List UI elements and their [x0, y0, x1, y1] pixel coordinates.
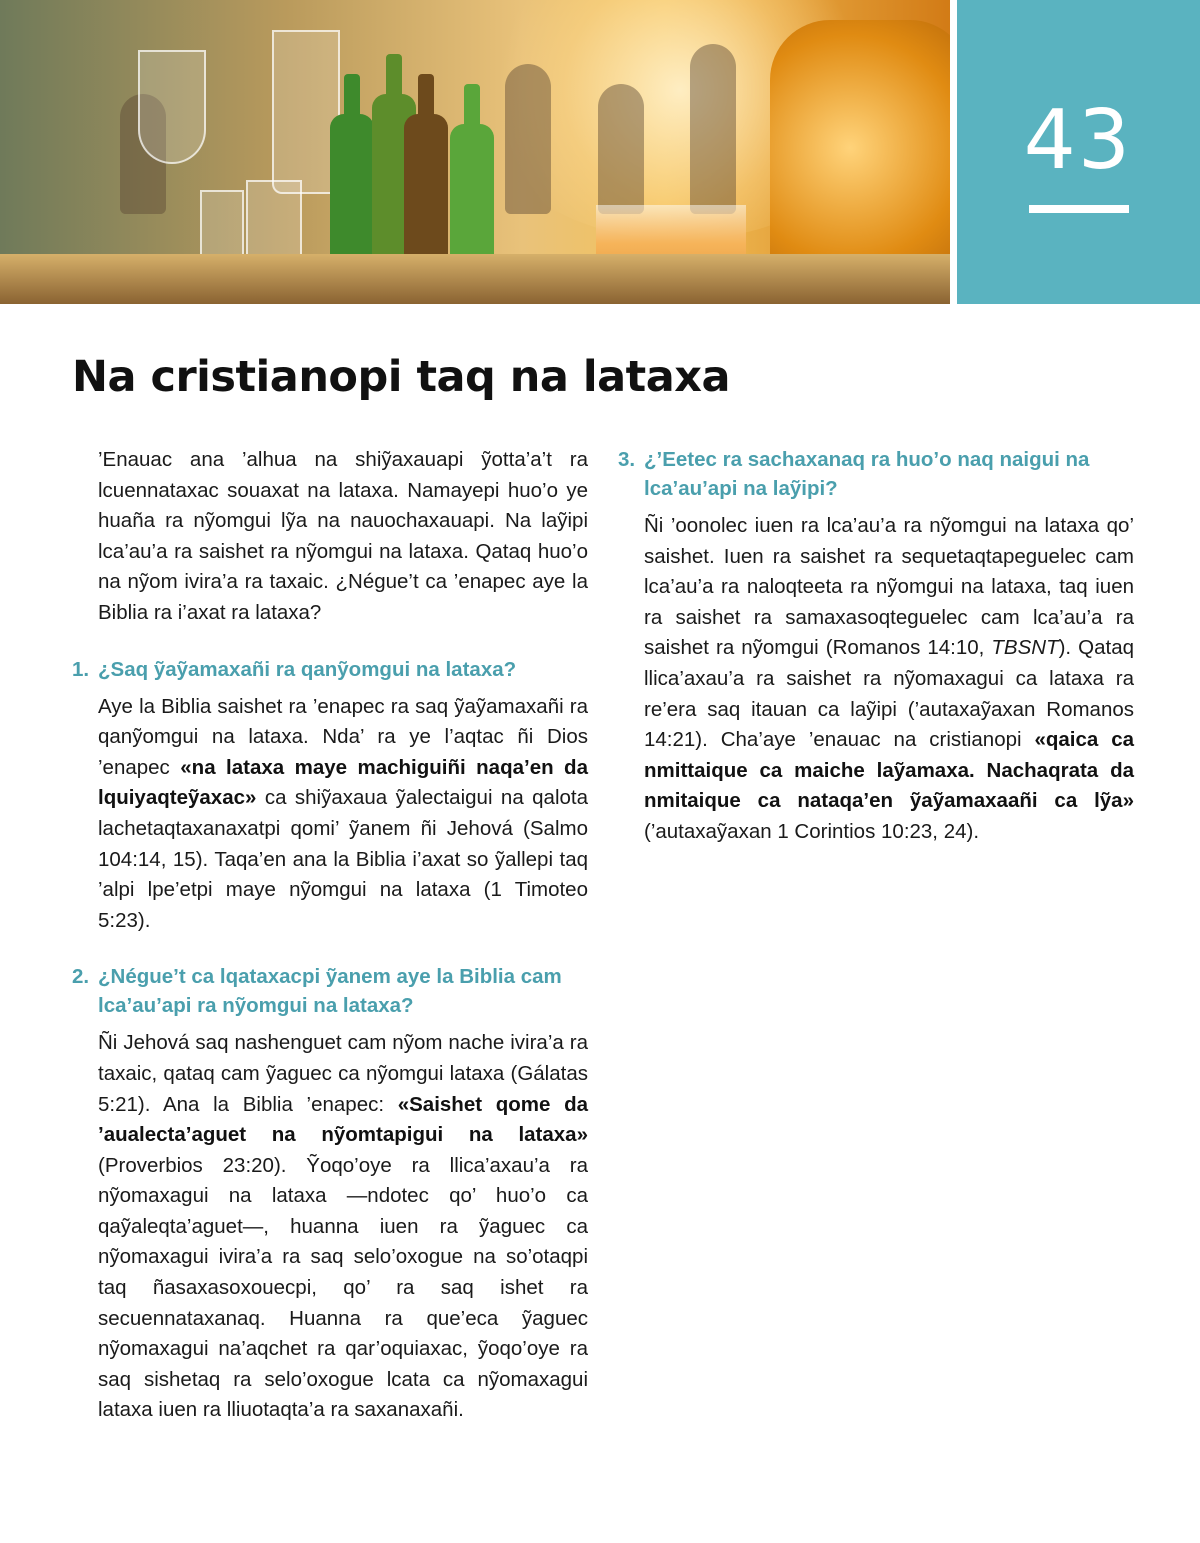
chapter-badge — [957, 0, 1200, 304]
question-heading — [72, 962, 588, 1020]
bold-quote: «Saishet qome da ’aualecta’aguet na nỹomtapigui na lataxa» — [98, 1092, 588, 1147]
text-run: Aye la Biblia saishet ra ’enapec ra saq ỹaỹamaxañi ra qanỹomgui na lataxa. Nda’ ra ye l’aqtac ñi Dios ’enapec — [98, 694, 588, 779]
text-run: Ñi Jehová saq nashenguet cam nỹom nache ivira’a ra taxaic, qataq cam ỹaguec ca nỹomgui lataxa (Gálatas 5:21). Ana la Biblia ’enapec: — [98, 1031, 588, 1116]
question-heading — [618, 445, 1134, 503]
table — [0, 254, 950, 304]
bold-quote: «qaica ca nmittaique ca maiche laỹamaxa. Nachaqrata da nmitaique ca nataqa’en ỹaỹamaxaañi ca lỹa» — [644, 728, 1134, 813]
bottle-green — [450, 124, 494, 264]
section-1 — [72, 655, 588, 937]
question-number: 3. — [618, 448, 636, 471]
text-run: ). Qataq llica’axau’a ra saishet ra nỹomaxagui ca lataxa ra re’era saq itauan ca laỹipi (’autaxaỹaxan Romanos 14:21). Cha’aye ’enauac na cristianopi — [644, 636, 1135, 752]
question-text: ¿’Eetec ra sachaxanaq ra huo’o naq naigui na lca’au’api na laỹipi? — [644, 448, 1090, 500]
bold-quote: «na lataxa maye machiguiñi naqa’en da lquiyaqteỹaxac» — [98, 755, 588, 810]
answer-paragraph — [98, 1028, 588, 1426]
question-text: ¿Saq ỹaỹamaxañi ra qanỹomgui na lataxa? — [98, 657, 517, 681]
background-person — [505, 64, 551, 214]
text-run: Ñi ’oonolec iuen ra lca’au’a ra nỹomgui na lataxa qo’ saishet. Iuen ra saishet ra sequetaqtapeguelec cam lca’au’a ra naloqteeta ra nỹomgui na lataxa, taq iuen ra saishet ra samaxasoqteguelec cam lca’au’a ra saishet ra nỹomgui (Romanos 14:10, — [644, 514, 1134, 660]
answer-paragraph — [644, 511, 1134, 848]
background-person — [598, 84, 644, 214]
chapter-number: 43 — [1023, 93, 1132, 188]
bottle-brown — [404, 114, 448, 264]
text-run: (Proverbios 23:20). Ỹoqo’oye ra llica’axau’a ra nỹomaxagui na lataxa —ndotec qo’ huo’o ca qaỹaleqta’aguet—, huanna iuen ra ỹaguec ca nỹomaxagui ivira’a ra saq selo’oxogue na so’otaqpi taq ñasaxasoxouecpi, qo’ ra saq ishet ra secuennataxanaq. Huanna ra que’eca ỹaguec nỹomaxagui na’aqchet ra qar’oquiaxac, ỹoqo’oye ra saq sishetaq ra selo’oxogue lcata ca nỹomaxagui lataxa iuen ra lliuotaqta’a ra saxanaxañi. — [98, 1153, 588, 1422]
page-title: Na cristianopi taq na lataxa — [72, 352, 730, 402]
bottle-green — [330, 114, 374, 264]
question-text: ¿Négue’t ca lqataxacpi ỹanem aye la Biblia cam lca’au’api ra nỹomgui na lataxa? — [98, 965, 562, 1018]
text-run: (’autaxaỹaxan 1 Corintios 10:23, 24). — [644, 819, 980, 843]
answer-paragraph — [98, 692, 588, 937]
section-3 — [618, 445, 1134, 848]
header-photo — [0, 0, 950, 304]
text-run: ca shiỹaxaua ỹalectaigui na qalota lachetaqtaxanaxatpi qomi’ ỹanem ñi Jehová (Salmo 104:14, 15). Taqa’en ana la Biblia i’axat so ỹallepi taq ’alpi lpe’etpi maye nỹomgui na lataxa (1 Timoteo 5:23). — [98, 786, 588, 932]
intro-paragraph: ’Enauac ana ’alhua na shiỹaxauapi ỹotta’a’t ra lcuennataxac souaxat na lataxa. Namayepi huo’o ye huañа ra nỹomgui lỹa na nauochaxauapi. Na laỹipi lca’au’a ra saishet ra nỹomgui na lataxa. Qataq huo’o na nỹom ivira’a ra taxaic. ¿Négue’t ca ’enapec aye la Biblia ra i’axat ra lataxa? — [98, 448, 588, 624]
background-person — [690, 44, 736, 214]
italic-reference: TBSNT — [991, 636, 1059, 660]
wine-glass — [138, 50, 206, 164]
left-column — [72, 445, 588, 1426]
right-column — [618, 445, 1134, 848]
question-number: 1. — [72, 657, 90, 681]
question-number: 2. — [72, 965, 90, 989]
question-heading — [72, 655, 588, 684]
section-2 — [72, 962, 588, 1426]
water-glass — [200, 190, 244, 264]
chapter-rule — [1029, 205, 1129, 213]
